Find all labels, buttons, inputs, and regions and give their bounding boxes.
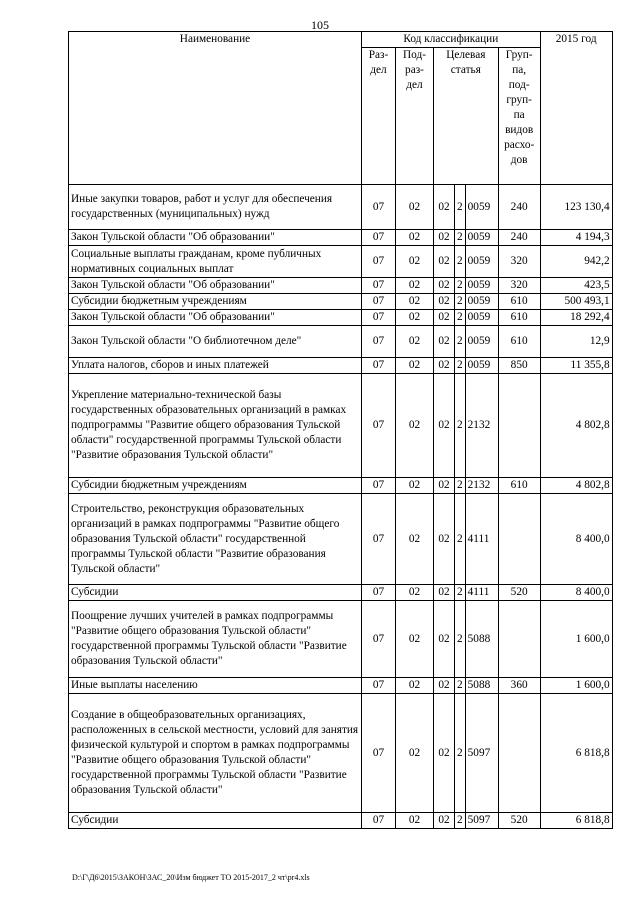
row-podrazdel: 02	[396, 601, 434, 678]
table-row	[69, 185, 613, 230]
row-razdel: 07	[362, 813, 396, 829]
row-statia-part1: 02	[434, 310, 455, 326]
table-row	[69, 230, 613, 246]
row-statia-part3: 0059	[465, 358, 498, 374]
table-body	[69, 185, 613, 829]
row-statia-part3: 5097	[465, 694, 498, 813]
row-statia-part1: 02	[434, 358, 455, 374]
row-statia-part2: 2	[455, 294, 466, 310]
row-statia-part1: 02	[434, 185, 455, 230]
row-statia-part1: 02	[434, 278, 455, 294]
row-statia-part2: 2	[455, 694, 466, 813]
row-razdel: 07	[362, 230, 396, 246]
table-row	[69, 678, 613, 694]
row-statia-part2: 2	[455, 246, 466, 278]
row-amount: 1 600,0	[540, 601, 612, 678]
row-vid: 610	[498, 478, 540, 494]
row-amount: 1 600,0	[540, 678, 612, 694]
row-vid: 240	[498, 185, 540, 230]
row-podrazdel: 02	[396, 478, 434, 494]
row-statia-part3: 5088	[465, 678, 498, 694]
header-group: Груп- па, под- груп- па видов расхо- дов	[498, 48, 540, 185]
header-year: 2015 год	[540, 32, 612, 185]
row-amount: 423,5	[540, 278, 612, 294]
row-podrazdel: 02	[396, 294, 434, 310]
row-razdel: 07	[362, 185, 396, 230]
row-name: Закон Тульской области "Об образовании"	[69, 310, 362, 326]
table-row	[69, 246, 613, 278]
budget-table	[68, 31, 613, 829]
row-statia-part2: 2	[455, 230, 466, 246]
row-amount: 8 400,0	[540, 585, 612, 601]
row-statia-part2: 2	[455, 585, 466, 601]
row-statia-part1: 02	[434, 374, 455, 478]
row-vid	[498, 694, 540, 813]
row-statia-part3: 5088	[465, 601, 498, 678]
row-statia-part3: 0059	[465, 326, 498, 358]
row-vid	[498, 494, 540, 585]
row-statia-part1: 02	[434, 694, 455, 813]
row-amount: 8 400,0	[540, 494, 612, 585]
row-podrazdel: 02	[396, 374, 434, 478]
row-name: Субсидии бюджетным учреждениям	[69, 294, 362, 310]
row-name: Иные выплаты населению	[69, 678, 362, 694]
row-vid	[498, 374, 540, 478]
row-razdel: 07	[362, 310, 396, 326]
row-razdel: 07	[362, 678, 396, 694]
row-statia-part3: 0059	[465, 246, 498, 278]
row-name: Иные закупки товаров, работ и услуг для обеспечения государственных (муниципальных) нужд	[69, 185, 362, 230]
header-classification: Код классификации	[362, 32, 541, 48]
row-name: Поощрение лучших учителей в рамках подпрограммы "Развитие общего образования Тульской области" государственной программы Тульской области "Развитие образования Тульской области"	[69, 601, 362, 678]
table-row	[69, 813, 613, 829]
row-amount: 6 818,8	[540, 694, 612, 813]
row-podrazdel: 02	[396, 813, 434, 829]
row-podrazdel: 02	[396, 230, 434, 246]
row-vid: 520	[498, 813, 540, 829]
table-row	[69, 326, 613, 358]
table-row	[69, 374, 613, 478]
table-row	[69, 694, 613, 813]
row-statia-part1: 02	[434, 326, 455, 358]
row-name: Субсидии	[69, 585, 362, 601]
row-vid: 320	[498, 246, 540, 278]
row-statia-part3: 0059	[465, 294, 498, 310]
row-name: Укрепление материально-технической базы государственных образовательных организаций в рамках подпрограммы "Развитие общего образования Тульской области" государственной программы Тульской области "Развитие образования Тульской области"	[69, 374, 362, 478]
row-razdel: 07	[362, 294, 396, 310]
table-row	[69, 585, 613, 601]
row-razdel: 07	[362, 246, 396, 278]
header-name: Наименование	[69, 32, 362, 185]
header-statia: Целевая статья	[434, 48, 499, 185]
row-razdel: 07	[362, 478, 396, 494]
header-razdel: Раз- дел	[362, 48, 396, 185]
row-razdel: 07	[362, 326, 396, 358]
row-statia-part3: 0059	[465, 310, 498, 326]
row-amount: 11 355,8	[540, 358, 612, 374]
row-name: Уплата налогов, сборов и иных платежей	[69, 358, 362, 374]
row-statia-part1: 02	[434, 494, 455, 585]
row-podrazdel: 02	[396, 694, 434, 813]
row-statia-part3: 0059	[465, 278, 498, 294]
row-statia-part2: 2	[455, 478, 466, 494]
row-name: Строительство, реконструкция образовательных организаций в рамках подпрограммы "Развитие общего образования Тульской области" государственной программы Тульской области "Развитие образования Тульской области"	[69, 494, 362, 585]
row-podrazdel: 02	[396, 585, 434, 601]
table-row	[69, 601, 613, 678]
header-podrazdel: Под- раз- дел	[396, 48, 434, 185]
table-row	[69, 478, 613, 494]
row-statia-part3: 4111	[465, 585, 498, 601]
row-statia-part2: 2	[455, 278, 466, 294]
row-statia-part2: 2	[455, 185, 466, 230]
row-name: Субсидии бюджетным учреждениям	[69, 478, 362, 494]
row-name: Субсидии	[69, 813, 362, 829]
row-amount: 4 802,8	[540, 374, 612, 478]
row-statia-part2: 2	[455, 326, 466, 358]
row-podrazdel: 02	[396, 678, 434, 694]
row-podrazdel: 02	[396, 310, 434, 326]
row-statia-part1: 02	[434, 294, 455, 310]
row-vid: 610	[498, 294, 540, 310]
row-podrazdel: 02	[396, 278, 434, 294]
row-vid: 610	[498, 310, 540, 326]
row-name: Закон Тульской области "Об образовании"	[69, 278, 362, 294]
row-name: Социальные выплаты гражданам, кроме публичных нормативных социальных выплат	[69, 246, 362, 278]
row-razdel: 07	[362, 494, 396, 585]
row-statia-part1: 02	[434, 601, 455, 678]
row-statia-part2: 2	[455, 310, 466, 326]
row-amount: 4 194,3	[540, 230, 612, 246]
row-amount: 500 493,1	[540, 294, 612, 310]
row-statia-part1: 02	[434, 246, 455, 278]
file-path-footer: D:\Г\Д6\2015\ЗАКОН\ЗАС_20\Изм бюджет ТО 2015-2017_2 чт\pr4.xls	[72, 873, 310, 882]
row-amount: 4 802,8	[540, 478, 612, 494]
row-statia-part2: 2	[455, 374, 466, 478]
row-amount: 942,2	[540, 246, 612, 278]
row-razdel: 07	[362, 694, 396, 813]
row-name: Создание в общеобразовательных организациях, расположенных в сельской местности, условий для занятия физической культурой и спортом в рамках подпрограммы "Развитие общего образования Тульской области" государственной программы Тульской области "Развитие образования Тульской области"	[69, 694, 362, 813]
row-statia-part3: 4111	[465, 494, 498, 585]
row-statia-part1: 02	[434, 230, 455, 246]
row-statia-part1: 02	[434, 585, 455, 601]
row-statia-part3: 5097	[465, 813, 498, 829]
row-vid: 850	[498, 358, 540, 374]
row-statia-part1: 02	[434, 813, 455, 829]
row-statia-part2: 2	[455, 813, 466, 829]
row-vid: 520	[498, 585, 540, 601]
row-statia-part1: 02	[434, 678, 455, 694]
row-vid	[498, 601, 540, 678]
row-razdel: 07	[362, 374, 396, 478]
row-statia-part2: 2	[455, 678, 466, 694]
row-razdel: 07	[362, 601, 396, 678]
row-razdel: 07	[362, 278, 396, 294]
row-vid: 610	[498, 326, 540, 358]
row-vid: 320	[498, 278, 540, 294]
row-razdel: 07	[362, 358, 396, 374]
row-statia-part2: 2	[455, 358, 466, 374]
row-name: Закон Тульской области "О библиотечном деле"	[69, 326, 362, 358]
table-row	[69, 494, 613, 585]
row-amount: 12,9	[540, 326, 612, 358]
row-statia-part3: 2132	[465, 374, 498, 478]
row-amount: 6 818,8	[540, 813, 612, 829]
row-statia-part1: 02	[434, 478, 455, 494]
row-podrazdel: 02	[396, 326, 434, 358]
row-amount: 123 130,4	[540, 185, 612, 230]
row-razdel: 07	[362, 585, 396, 601]
row-statia-part2: 2	[455, 494, 466, 585]
row-podrazdel: 02	[396, 246, 434, 278]
row-statia-part3: 2132	[465, 478, 498, 494]
table-row	[69, 310, 613, 326]
table-row	[69, 278, 613, 294]
row-vid: 240	[498, 230, 540, 246]
row-podrazdel: 02	[396, 358, 434, 374]
row-podrazdel: 02	[396, 494, 434, 585]
table-row	[69, 358, 613, 374]
row-statia-part3: 0059	[465, 230, 498, 246]
table-row	[69, 294, 613, 310]
page-number: 105	[311, 18, 329, 32]
row-statia-part2: 2	[455, 601, 466, 678]
row-vid: 360	[498, 678, 540, 694]
row-name: Закон Тульской области "Об образовании"	[69, 230, 362, 246]
row-podrazdel: 02	[396, 185, 434, 230]
row-amount: 18 292,4	[540, 310, 612, 326]
row-statia-part3: 0059	[465, 185, 498, 230]
